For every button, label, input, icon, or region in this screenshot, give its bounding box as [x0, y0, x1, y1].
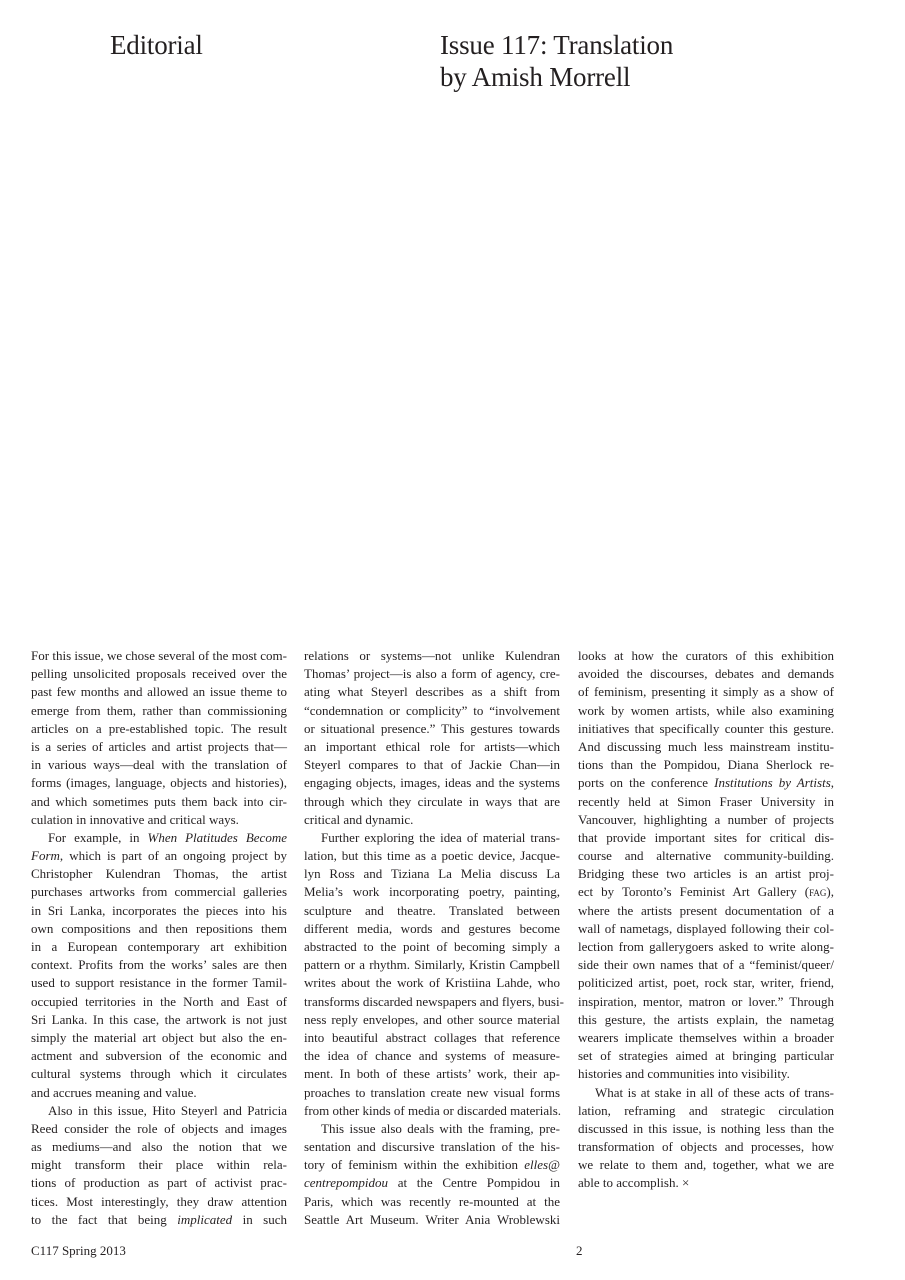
- text-line: Christopher Kulendran Thomas, the artist: [31, 866, 287, 882]
- text-line: the idea of chance and systems of measure-: [304, 1048, 560, 1064]
- text-line: writes about the work of Kristiina Lahde, who: [304, 975, 560, 991]
- text-line: occupied territories in the North and East of: [31, 993, 287, 1009]
- text-line: tory of feminism within the exhibition elles@: [304, 1157, 560, 1173]
- text-line: we relate to them and, together, what we are: [578, 1157, 834, 1173]
- text-line: relations or systems—not unlike Kulendran: [304, 648, 560, 663]
- footer-issue-info: C117 Spring 2013: [31, 1243, 126, 1258]
- text-line: This issue also deals with the framing, pre-: [321, 1120, 560, 1136]
- text-line: own compositions and then repositions them: [31, 920, 287, 936]
- text-line: tions than the Pompidou, Diana Sherlock re-: [578, 757, 834, 773]
- text-line: emerge from them, rather than commissioning: [31, 702, 287, 718]
- text-line: ment. In both of these artists’ work, their ap-: [304, 1066, 560, 1082]
- text-line: lyn Ross and Tiziana La Melia discuss La: [304, 866, 560, 882]
- text-line: context. Profits from the works’ sales are then: [31, 957, 287, 973]
- text-line: forms (images, language, objects and histories),: [31, 775, 287, 791]
- text-line: into beautiful abstract collages that reference: [304, 1029, 560, 1045]
- text-line: histories and communities into visibility.: [578, 1066, 790, 1082]
- text-line: actment and subversion of the economic and: [31, 1048, 287, 1064]
- text-line: ports on the conference Institutions by Artists,: [578, 775, 835, 791]
- text-line: set of strategies aimed at bringing particular: [578, 1048, 834, 1064]
- text-line: Seattle Art Museum. Writer Ania Wroblewski: [304, 1211, 560, 1227]
- text-line: pattern or a rhythm. Similarly, Kristin Campbell: [304, 957, 560, 973]
- text-line: Also in this issue, Hito Steyerl and Patricia: [48, 1102, 287, 1118]
- text-line: “condemnation or complicity” to “involvement: [304, 702, 560, 718]
- text-line: Sri Lanka. In this case, the artwork is not just: [31, 1011, 287, 1027]
- text-line: pelling unsolicited proposals received over the: [31, 666, 287, 682]
- text-line: used to support resistance in the former Tamil-: [31, 975, 287, 991]
- text-line: to the fact that being implicated in such: [31, 1211, 287, 1227]
- byline: by Amish Morrell: [440, 62, 631, 92]
- text-line: or situational presence.” This gestures towards: [304, 720, 560, 736]
- text-line: sentation and discursive translation of the his-: [304, 1139, 560, 1155]
- text-line: wearers implicate themselves within a broader: [578, 1029, 834, 1045]
- text-line: lation, reframing and strategic circulation: [578, 1102, 834, 1118]
- body-column-2: [304, 647, 564, 1229]
- text-line: Melia’s work incorporating poetry, painting,: [304, 884, 560, 900]
- text-line: For this issue, we chose several of the most com-: [31, 648, 287, 663]
- page-number: 2: [576, 1243, 583, 1258]
- text-line: able to accomplish. ×: [578, 1175, 690, 1191]
- text-line: of feminism, presenting it simply as a show of: [578, 684, 834, 700]
- text-line: in a European contemporary art exhibition: [31, 939, 287, 954]
- text-line: is a series of articles and artist projects that—: [31, 738, 287, 754]
- text-line: side their own names that of a “feminist/queer/: [578, 957, 834, 973]
- text-line: Vancouver, highlighting a number of projects: [578, 811, 834, 827]
- text-line: Further exploring the idea of material trans-: [321, 829, 560, 845]
- text-line: that provide important sites for critical dis-: [578, 829, 834, 845]
- text-line: different media, words and gestures become: [304, 920, 560, 936]
- text-line: Reed consider the role of objects and images: [31, 1120, 287, 1136]
- text-line: past few months and allowed an issue theme to: [31, 684, 287, 700]
- text-line: lection from gallerygoers asked to write along-: [578, 939, 834, 954]
- text-line: initiatives that specifically counter this gesture.: [578, 720, 834, 736]
- text-line: tices. Most interestingly, they draw attention: [31, 1193, 287, 1209]
- body-column-3: [578, 647, 834, 1193]
- issue-title-line1: Issue 117: Translation: [440, 30, 674, 60]
- text-line: ness reply envelopes, and other source material: [304, 1011, 560, 1027]
- text-line: work by women artists, while also examining: [578, 702, 834, 718]
- text-line: in various ways—deal with the translation of: [31, 757, 287, 773]
- text-line: looks at how the curators of this exhibition: [578, 648, 834, 663]
- text-line: in Sri Lanka, incorporates the pieces into his: [31, 902, 287, 918]
- text-line: What is at stake in all of these acts of trans-: [595, 1084, 834, 1100]
- text-line: wall of nametags, displayed following their col-: [578, 920, 834, 936]
- text-line: through which they circulate in ways that are: [304, 793, 560, 809]
- text-line: sculpture and theatre. Translated between: [304, 902, 560, 918]
- text-line: Bridging these two articles is an artist proj-: [578, 866, 834, 882]
- text-line: transforms discarded newspapers and flyers, busi-: [304, 993, 564, 1009]
- text-line: centrepompidou at the Centre Pompidou in: [304, 1175, 560, 1191]
- text-line: Form, which is part of an ongoing project by: [31, 848, 287, 864]
- text-line: tions of production as part of activist prac-: [31, 1175, 287, 1191]
- issue-title: [440, 29, 673, 93]
- text-line: and accrues meaning and value.: [31, 1084, 197, 1100]
- text-line: And discussing much less mainstream institu-: [578, 738, 834, 754]
- text-line: ect by Toronto’s Feminist Art Gallery (fag),: [578, 884, 834, 900]
- text-line: articles on a pre-established topic. The result: [31, 720, 287, 736]
- text-line: inspiration, mentor, matron or lover.” Through: [578, 993, 834, 1009]
- text-line: discussed in this issue, is nothing less than the: [578, 1120, 834, 1136]
- text-line: course and alternative community-building.: [578, 848, 834, 864]
- text-line: Steyerl compares to that of Jackie Chan—in: [304, 757, 560, 773]
- text-line: Paris, which was recently re-mounted at the: [304, 1193, 560, 1209]
- text-line: For example, in When Platitudes Become: [48, 829, 287, 845]
- text-line: simply the material art object but also the en-: [31, 1029, 287, 1045]
- text-line: this gesture, the artists explain, the nametag: [578, 1011, 834, 1027]
- text-line: engaging objects, images, ideas and the systems: [304, 775, 560, 791]
- text-line: might transform their place within rela-: [31, 1157, 287, 1173]
- text-line: and which sometimes puts them back into cir-: [31, 793, 287, 809]
- text-line: proaches to translation create new visual forms: [304, 1084, 560, 1100]
- text-line: as mediums—and also the notion that we: [31, 1139, 287, 1155]
- text-line: cultural systems through which it circulates: [31, 1066, 287, 1082]
- text-line: transformation of objects and processes, how: [578, 1139, 834, 1155]
- text-line: purchases artworks from commercial galleries: [31, 884, 287, 900]
- text-line: an important ethical role for artists—which: [304, 738, 560, 754]
- text-line: abstracted to the point of becoming simply a: [304, 939, 560, 954]
- text-line: ating what Steyerl describes as a shift from: [304, 684, 560, 700]
- text-line: from other kinds of media or discarded materials.: [304, 1102, 562, 1118]
- text-line: where the artists present documentation of a: [578, 902, 834, 918]
- text-line: politicized artist, poet, rock star, writer, friend,: [578, 975, 834, 991]
- text-line: recently held at Simon Fraser University in: [578, 793, 834, 809]
- text-line: lation, but this time as a poetic device, Jacque-: [304, 848, 560, 864]
- text-line: Thomas’ project—is also a form of agency, cre-: [304, 666, 560, 682]
- text-line: culation in innovative and critical ways.: [31, 811, 239, 827]
- body-column-1: [31, 647, 287, 1229]
- text-line: critical and dynamic.: [304, 811, 414, 827]
- section-title: Editorial: [110, 30, 203, 60]
- text-line: avoided the discourses, debates and demands: [578, 666, 834, 682]
